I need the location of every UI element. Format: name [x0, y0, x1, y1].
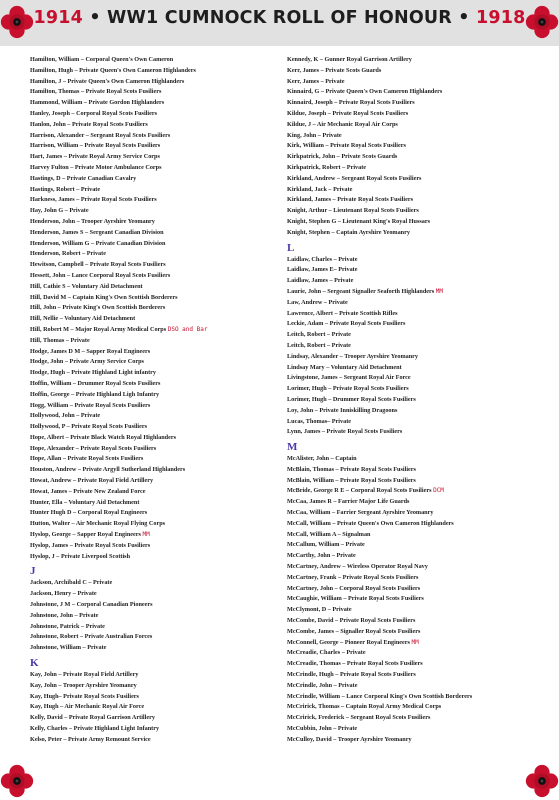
roll-entry	[287, 309, 549, 320]
roll-entry	[30, 174, 280, 185]
roll-entry	[287, 330, 549, 341]
roll-entry	[30, 325, 280, 336]
roll-entry	[30, 249, 280, 260]
roll-entry	[287, 384, 549, 395]
entry-text: Kirkpatrick, Robert – Private	[287, 163, 367, 171]
roll-entry	[30, 293, 280, 304]
entry-text: Kinnaird, Joseph – Private Royal Scots Fusiliers	[287, 99, 415, 107]
entry-text: Hyslop, James – Private Royal Scots Fusiliers	[30, 541, 151, 549]
roll-entry	[30, 217, 280, 228]
entry-text: Leitch, Robert – Private	[287, 331, 351, 339]
roll-entry	[287, 174, 549, 185]
roll-entry	[30, 589, 280, 600]
entry-text: McCririck, Frederick – Sergeant Royal Scots Fusiliers	[287, 714, 431, 722]
roll-entry	[287, 163, 549, 174]
entry-text: McCartney, Andrew – Wireless Operator Royal Navy	[287, 563, 428, 571]
entry-text: McCaa, William – Farrier Sergeant Ayrshire Yeomanry	[287, 509, 434, 517]
entry-text: Henderson, James S – Sergeant Canadian Division	[30, 228, 164, 236]
title-separator: •	[458, 8, 470, 28]
roll-entry	[30, 401, 280, 412]
roll-entry	[287, 638, 549, 649]
roll-entry	[30, 519, 280, 530]
roll-entry	[287, 352, 549, 363]
entry-text: Johnstone, Patrick – Private	[30, 622, 105, 630]
roll-entry	[30, 713, 280, 724]
entry-text: Hope, Albert – Private Black Watch Royal Highlanders	[30, 433, 176, 441]
entry-text: Hastings, D – Private Canadian Cavalry	[30, 174, 137, 182]
roll-entry	[30, 131, 280, 142]
roll-entry	[287, 427, 549, 438]
roll-entry	[287, 185, 549, 196]
roll-entry	[287, 120, 549, 131]
entry-text: Hessett, John – Lance Corporal Royal Scots Fusiliers	[30, 271, 171, 279]
entry-text: Johnstone, John – Private	[30, 611, 99, 619]
entry-text: McCrindle, William – Lance Corporal King's Own Scottish Borderers	[287, 692, 473, 700]
roll-entry	[287, 195, 549, 206]
roll-entry	[30, 271, 280, 282]
entry-text: McBlain, William – Private Royal Scots Fusiliers	[287, 476, 416, 484]
roll-entry	[30, 368, 280, 379]
section-letter: L	[287, 241, 295, 254]
entry-text: McCririck, Thomas – Captain Royal Army Medical Corps	[287, 703, 442, 711]
entry-text: Knight, Arthur – Lieutenant Royal Scots Fusiliers	[287, 207, 419, 215]
entry-text: Laidlaw, James E– Private	[287, 266, 358, 274]
entry-text: Hamilton, J – Private Queen's Own Cameron Highlanders	[30, 77, 185, 85]
roll-entry	[287, 417, 549, 428]
roll-entry	[30, 314, 280, 325]
entry-text: Henderson, John – Trooper Ayrshire Yeomanry	[30, 217, 155, 225]
entry-text: McCrindle, Hugh – Private Royal Scots Fusiliers	[287, 671, 416, 679]
roll-entry	[287, 276, 549, 287]
roll-entry	[30, 239, 280, 250]
entry-text: Hoffin, William – Drummer Royal Scots Fusiliers	[30, 379, 161, 387]
entry-text: Hope, Allan – Private Royal Scots Fusiliers	[30, 455, 144, 463]
entry-text: Kerr, James – Private	[287, 77, 345, 85]
roll-entry	[287, 573, 549, 584]
roll-entry	[287, 363, 549, 374]
roll-entry	[30, 465, 280, 476]
entry-text: Kelly, Charles – Private Highland Light Infantry	[30, 725, 160, 733]
roll-entry	[30, 98, 280, 109]
roll-entry	[30, 498, 280, 509]
roll-entry	[287, 594, 549, 605]
roll-entry	[287, 66, 549, 77]
entry-text: Livingstone, James – Sergeant Royal Air Force	[287, 374, 411, 382]
roll-entry	[30, 622, 280, 633]
roll-entry	[30, 422, 280, 433]
entry-text: Loy, John – Private Inniskilling Dragoons	[287, 406, 398, 414]
roll-entry	[30, 433, 280, 444]
roll-entry	[287, 584, 549, 595]
roll-entry	[287, 562, 549, 573]
roll-entry	[30, 444, 280, 455]
roll-entry	[30, 379, 280, 390]
roll-entry	[30, 77, 280, 88]
roll-entry	[30, 692, 280, 703]
roll-entry	[287, 735, 549, 746]
entry-text: Kay, John – Private Royal Field Artillery	[30, 671, 139, 679]
roll-entry	[287, 540, 549, 551]
award-badge: DCM	[433, 487, 444, 495]
roll-entry	[30, 260, 280, 271]
roll-entry	[30, 347, 280, 358]
roll-entry	[30, 206, 280, 217]
roll-entry	[30, 336, 280, 347]
roll-entry	[287, 486, 549, 497]
roll-entry	[30, 454, 280, 465]
roll-entry	[287, 217, 549, 228]
roll-entry	[30, 55, 280, 66]
entry-text: Henderson, William G – Private Canadian Division	[30, 239, 166, 247]
entry-text: Hill, David M – Captain King's Own Scottish Borderers	[30, 293, 178, 301]
roll-entry	[287, 287, 549, 298]
entry-text: McCallum, William – Private	[287, 541, 365, 549]
roll-entry	[30, 303, 280, 314]
entry-text: McCombe, David – Private Royal Scots Fusiliers	[287, 617, 416, 625]
entry-text: McCall, William A – Signalman	[287, 530, 371, 538]
roll-entry	[287, 692, 549, 703]
entry-text: Kirkland, Jack – Private	[287, 185, 353, 193]
roll-entry	[287, 508, 549, 519]
entry-text: Kennedy, K – Gunner Royal Garrison Artillery	[287, 56, 412, 63]
entry-text: McCubbin, John – Private	[287, 725, 358, 733]
entry-text: Lorimer, Hugh – Drummer Royal Scots Fusiliers	[287, 395, 416, 403]
entry-text: McCaa, James R – Farrier Major Life Guards	[287, 498, 410, 506]
entry-text: Kerr, James – Private Scots Guards	[287, 66, 382, 74]
entry-text: Lindsay Mary – Voluntary Aid Detachment	[287, 363, 402, 371]
entry-text: Kelso, Peter – Private Army Remount Service	[30, 735, 151, 743]
entry-text: Hollywood, John – Private	[30, 412, 101, 420]
roll-entry	[30, 735, 280, 746]
entry-text: McCreadie, Thomas – Private Royal Scots Fusiliers	[287, 660, 423, 668]
roll-entry	[287, 228, 549, 239]
roll-entry	[287, 702, 549, 713]
roll-entry	[287, 141, 549, 152]
entry-text: Hodge, Hugh – Private Highland Light infantry	[30, 369, 156, 377]
roll-entry	[30, 670, 280, 681]
entry-text: Hastings, Robert – Private	[30, 185, 101, 193]
roll-entry	[287, 616, 549, 627]
roll-entry	[287, 373, 549, 384]
entry-text: Knight, Stephen – Captain Ayrshire Yeomanry	[287, 228, 410, 236]
entry-text: Kirkland, James – Private Royal Scots Fusiliers	[287, 196, 413, 204]
entry-text: Laidlaw, James – Private	[287, 277, 354, 285]
roll-entry	[287, 605, 549, 616]
section-letter: M	[287, 441, 298, 454]
roll-entry	[287, 406, 549, 417]
roll-entry	[287, 670, 549, 681]
entry-text: McCrindle, John – Private	[287, 681, 358, 689]
roll-entry	[30, 87, 280, 98]
entry-text: Kay, Hugh– Private Royal Scots Fusiliers	[30, 692, 139, 700]
page-title	[0, 8, 559, 28]
poppy-icon	[0, 5, 34, 39]
entry-text: Hill, Nellie – Voluntary Aid Detachment	[30, 315, 136, 323]
entry-text: Hollywood, P – Private Royal Scots Fusiliers	[30, 423, 148, 431]
title-text: WW1 CUMNOCK ROLL OF HONOUR	[107, 8, 452, 28]
roll-entry	[30, 357, 280, 368]
roll-entry	[30, 228, 280, 239]
entry-text: Hutton, Walter – Air Mechanic Royal Flying Corps	[30, 520, 166, 528]
roll-entry	[30, 611, 280, 622]
entry-text: Hart, James – Private Royal Army Service Corps	[30, 153, 160, 161]
roll-entry	[287, 55, 549, 66]
entry-text: Houston, Andrew – Private Argyll Sutherland Highlanders	[30, 466, 186, 474]
roll-entry	[287, 395, 549, 406]
award-badge: MM	[142, 531, 150, 539]
entry-text: Kay, Hugh – Air Mechanic Royal Air Force	[30, 703, 145, 711]
roll-entry	[30, 681, 280, 692]
entry-text: Jackson, Archibald C – Private	[30, 579, 113, 587]
entry-text: Kirk, William – Private Royal Scots Fusiliers	[287, 142, 406, 150]
roll-entry	[287, 131, 549, 142]
roll-entry	[287, 298, 549, 309]
award-badge: MM	[435, 287, 443, 295]
roll-entry	[287, 530, 549, 541]
roll-entry	[287, 476, 549, 487]
entry-text: McCulloy, David – Trooper Ayrshire Yeomanry	[287, 735, 412, 743]
roll-entry	[30, 120, 280, 131]
entry-text: McCall, William – Private Queen's Own Cameron Highlanders	[287, 519, 454, 527]
roll-entry	[30, 195, 280, 206]
roll-entry	[30, 476, 280, 487]
roll-entry	[287, 341, 549, 352]
entry-text: Hogg, William – Private Royal Scots Fusiliers	[30, 401, 151, 409]
entry-text: McCaughie, William – Private Royal Scots Fusiliers	[287, 595, 424, 603]
roll-entry	[30, 632, 280, 643]
roll-entry	[287, 206, 549, 217]
entry-text: Harrison, Alexander – Sergeant Royal Scots Fusiliers	[30, 131, 171, 139]
award-badge: MM	[411, 638, 419, 646]
entry-text: Hunter, Ella – Voluntary Aid Detachment	[30, 498, 140, 506]
roll-entry	[30, 487, 280, 498]
roll-entry	[30, 66, 280, 77]
roll-entry	[30, 141, 280, 152]
roll-entry	[287, 648, 549, 659]
entry-text: Kirkpatrick, John – Private Scots Guards	[287, 153, 398, 161]
entry-text: Hanlon, John – Private Royal Scots Fusiliers	[30, 120, 148, 128]
roll-entry	[30, 163, 280, 174]
entry-text: Leitch, Robert – Private	[287, 341, 351, 349]
entry-text: Hewitson, Campbell – Private Royal Scots Fusiliers	[30, 261, 166, 269]
entry-text: Kay, John – Trooper Ayrshire Yeomanry	[30, 681, 137, 689]
entry-text: Hanley, Joseph – Corporal Royal Scots Fusiliers	[30, 109, 158, 117]
entry-text: Hammond, William – Private Gordon Highlanders	[30, 99, 165, 107]
entry-text: Hodge, James D M – Sapper Royal Engineers	[30, 347, 151, 355]
roll-entry	[287, 681, 549, 692]
entry-text: McCreadie, Charles – Private	[287, 649, 366, 657]
section-letter: J	[30, 565, 36, 578]
roll-entry	[30, 541, 280, 552]
entry-text: Kelly, David – Private Royal Garrison Artillery	[30, 714, 155, 722]
entry-text: Hyslop, J – Private Liverpool Scottish	[30, 552, 131, 560]
entry-text: Hodge, John – Private Army Service Corps	[30, 358, 144, 366]
entry-text: Hamilton, William – Corporal Queen's Own Cameron	[30, 56, 174, 63]
entry-text: Hamilton, Hugh – Private Queen's Own Cameron Highlanders	[30, 66, 196, 74]
entry-text: Lynn, James – Private Royal Scots Fusiliers	[287, 428, 403, 436]
year-start: 1914	[33, 8, 84, 28]
entry-text: Jackson, Henry – Private	[30, 590, 97, 598]
roll-entry	[30, 530, 280, 541]
entry-text: Hope, Alexander – Private Royal Scots Fusiliers	[30, 444, 157, 452]
entry-text: Hill, Thomas – Private	[30, 336, 90, 344]
roll-entry	[30, 411, 280, 422]
roll-entry	[30, 578, 280, 589]
entry-text: Hill, Robert M – Major Royal Army Medical Corps	[30, 325, 167, 333]
entry-text: Kinnaird, G – Private Queen's Own Cameron Highlanders	[287, 88, 443, 96]
entry-text: McConnell, George – Pioneer Royal Engineers	[287, 638, 410, 646]
roll-entry	[30, 282, 280, 293]
entry-text: Laidlaw, Charles – Private	[287, 255, 358, 263]
entry-text: Leckie, Adam – Private Royal Scots Fusiliers	[287, 320, 406, 328]
roll-entry	[287, 319, 549, 330]
roll-entry	[287, 519, 549, 530]
entry-text: Laurie, John – Sergeant Signaller Seaforth Highlanders	[287, 287, 435, 295]
right-column	[287, 55, 549, 746]
roll-entry	[287, 109, 549, 120]
roll-entry	[30, 109, 280, 120]
roll-entry	[30, 724, 280, 735]
roll-entry	[287, 551, 549, 562]
entry-text: Hunter Hugh D – Corporal Royal Engineers	[30, 509, 148, 517]
entry-text: Howat, Andrew – Private Royal Field Artillery	[30, 477, 154, 485]
entry-text: Harkness, James – Private Royal Scots Fusiliers	[30, 196, 157, 204]
entry-text: McCartney, Frank – Private Royal Scots Fusiliers	[287, 573, 419, 581]
entry-text: Hay, John G – Private	[30, 207, 89, 215]
entry-text: King, John – Private	[287, 131, 342, 139]
entry-text: Harvey Fulton – Private Motor Ambulance Corps	[30, 163, 162, 171]
roll-entry	[287, 454, 549, 465]
entry-text: Johnstone, J M – Corporal Canadian Pioneers	[30, 601, 153, 609]
entry-text: McCartney, John – Corporal Royal Scots Fusiliers	[287, 584, 421, 592]
title-separator: •	[89, 8, 101, 28]
year-end: 1918	[475, 8, 526, 28]
entry-text: Lawrence, Albert – Private Scottish Rifles	[287, 309, 398, 317]
poppy-icon	[0, 764, 34, 798]
roll-entry	[287, 497, 549, 508]
roll-entry	[287, 255, 549, 266]
entry-text: McAlister, John – Captain	[287, 455, 357, 463]
entry-text: Hill, John – Private King's Own Scottish Borderers	[30, 304, 166, 312]
entry-text: Knight, Stephen G – Lieutenant King's Royal Hussars	[287, 217, 431, 225]
entry-text: McBride, George R E – Corporal Royal Scots Fusiliers	[287, 487, 432, 495]
roll-entry	[30, 643, 280, 654]
roll-entry	[287, 465, 549, 476]
entry-text: Harrison, William – Private Royal Scots Fusiliers	[30, 142, 161, 150]
entry-text: Lucas, Thomas– Private	[287, 417, 351, 425]
entry-text: Kildue, Joseph – Private Royal Scots Fusiliers	[287, 109, 409, 117]
entry-text: McBlain, Thomas – Private Royal Scots Fusiliers	[287, 465, 416, 473]
entry-text: Hill, Cathie S – Voluntary Aid Detachment	[30, 282, 143, 290]
entry-text: Hoffin, George – Private Highland Ligh Infantry	[30, 390, 160, 398]
roll-entry	[30, 185, 280, 196]
roll-entry	[30, 152, 280, 163]
entry-text: Hyslop, George – Sapper Royal Engineers	[30, 531, 141, 539]
entry-text: Law, Andrew – Private	[287, 298, 348, 306]
entry-text: McClymont, D – Private	[287, 606, 352, 614]
entry-text: Lorimer, Hugh – Private Royal Scots Fusiliers	[287, 385, 409, 393]
entry-text: Hamilton, Thomas – Private Royal Scots Fusiliers	[30, 88, 162, 96]
entry-text: Howat, James – Private New Zealand Force	[30, 487, 146, 495]
entry-text: Lindsay, Alexander – Trooper Ayrshire Yeomanry	[287, 352, 418, 360]
roll-entry	[287, 265, 549, 276]
roll-entry	[287, 152, 549, 163]
roll-entry	[30, 390, 280, 401]
roll-entry	[287, 77, 549, 88]
roll-entry	[287, 659, 549, 670]
roll-entry	[287, 87, 549, 98]
entry-text: McCarthy, John – Private	[287, 552, 356, 560]
roll-entry	[30, 702, 280, 713]
left-column	[30, 55, 280, 746]
entry-text: Kildue, J – Air Mechanic Royal Air Corps	[287, 120, 398, 128]
entry-text: Johnstone, William – Private	[30, 644, 107, 652]
roll-entry	[287, 627, 549, 638]
entry-text: McCombe, James – Signaller Royal Scots Fusiliers	[287, 627, 421, 635]
poppy-icon	[525, 764, 559, 798]
roll-entry	[30, 508, 280, 519]
entry-text: Henderson, Robert – Private	[30, 250, 106, 258]
roll-entry	[30, 552, 280, 563]
entry-text: Johnstone, Robert – Private Australian Forces	[30, 633, 153, 641]
section-letter: K	[30, 657, 39, 670]
poppy-icon	[525, 5, 559, 39]
roll-entry	[30, 600, 280, 611]
award-badge: DSO and Bar	[167, 325, 208, 333]
roll-entry	[287, 98, 549, 109]
roll-entry	[287, 713, 549, 724]
entry-text: Kirkland, Andrew – Sergeant Royal Scots Fusiliers	[287, 174, 422, 182]
roll-entry	[287, 724, 549, 735]
